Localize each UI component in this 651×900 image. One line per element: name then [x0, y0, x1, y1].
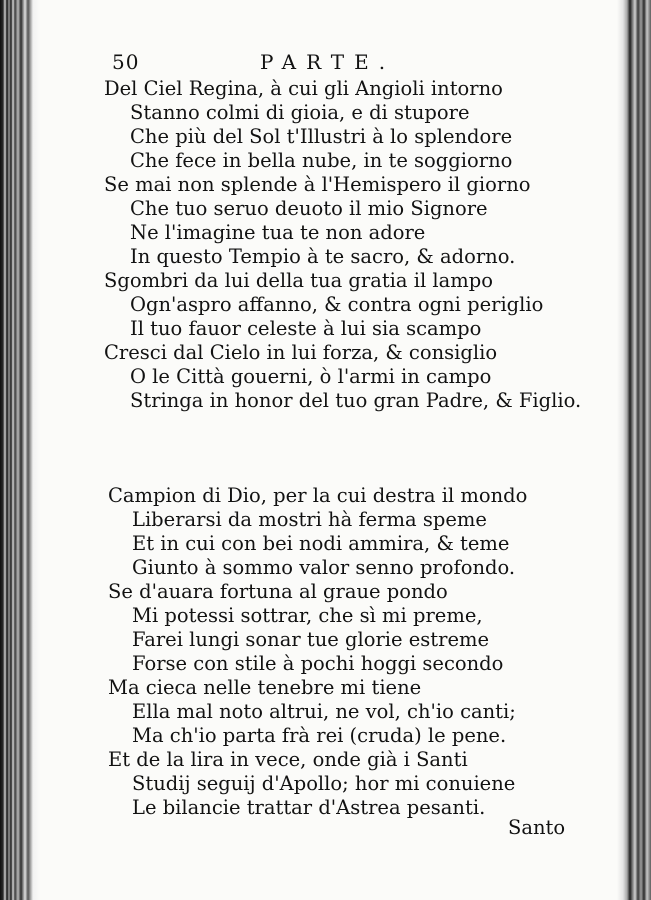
sonnet-2-line: Se d'auara fortuna al graue pondo: [108, 580, 448, 603]
sonnet-2-line: Et in cui con bei nodi ammira, & teme: [132, 532, 510, 555]
sonnet-1-line: O le Città gouerni, ò l'armi in campo: [130, 365, 492, 388]
sonnet-2-line: Farei lungi sonar tue glorie estreme: [132, 628, 490, 651]
sonnet-1-line: Il tuo fauor celeste à lui sia scampo: [130, 317, 482, 340]
page-number: 50: [112, 50, 140, 74]
sonnet-2-line: Liberarsi da mostri hà ferma speme: [132, 508, 487, 531]
running-head: PARTE.: [260, 50, 396, 74]
sonnet-1-line: Ogn'aspro affanno, & contra ogni periglio: [130, 293, 544, 316]
sonnet-1-line: Se mai non splende à l'Hemispero il giorno: [104, 173, 531, 196]
binding-edge: [0, 0, 40, 900]
sonnet-2-line: Ma ch'io parta frà rei (cruda) le pene.: [132, 724, 507, 747]
page-edge: [617, 0, 651, 900]
sonnet-1-line: Sgombri da lui della tua gratia il lampo: [104, 269, 493, 292]
sonnet-2-line: Ma cieca nelle tenebre mi tiene: [108, 676, 422, 699]
sonnet-1-line: Cresci dal Cielo in lui forza, & consiglio: [104, 341, 498, 364]
sonnet-2-line: Studij seguij d'Apollo; hor mi conuiene: [132, 772, 516, 795]
sonnet-2-line: Campion di Dio, per la cui destra il mondo: [108, 484, 528, 507]
sonnet-2-line: Le bilancie trattar d'Astrea pesanti.: [132, 796, 486, 819]
sonnet-2-line: Mi potessi sottrar, che sì mi preme,: [132, 604, 483, 627]
sonnet-1-line: Che tuo seruo deuoto il mio Signore: [130, 197, 488, 220]
sonnet-1-line: Che fece in bella nube, in te soggiorno: [130, 149, 513, 172]
page-header: [112, 50, 542, 80]
sonnet-2-line: Giunto à sommo valor senno profondo.: [132, 556, 516, 579]
sonnet-2-line: Ella mal noto altrui, ne vol, ch'io canti;: [132, 700, 516, 723]
sonnet-2-line: Forse con stile à pochi hoggi secondo: [132, 652, 504, 675]
sonnet-1-line: Stanno colmi di gioia, e di stupore: [130, 101, 470, 124]
catchword: Santo: [508, 816, 566, 839]
sonnet-2-line: Et de la lira in vece, onde già i Santi: [108, 748, 468, 771]
sonnet-1-line: Che più del Sol t'Illustri à lo splendore: [130, 125, 513, 148]
sonnet-1-line: Del Ciel Regina, à cui gli Angioli intorno: [104, 77, 503, 100]
sonnet-1-line: Ne l'imagine tua te non adore: [130, 221, 426, 244]
sonnet-1-line: In questo Tempio à te sacro, & adorno.: [130, 245, 516, 268]
sonnet-1-line: Stringa in honor del tuo gran Padre, & Figlio.: [130, 389, 582, 412]
